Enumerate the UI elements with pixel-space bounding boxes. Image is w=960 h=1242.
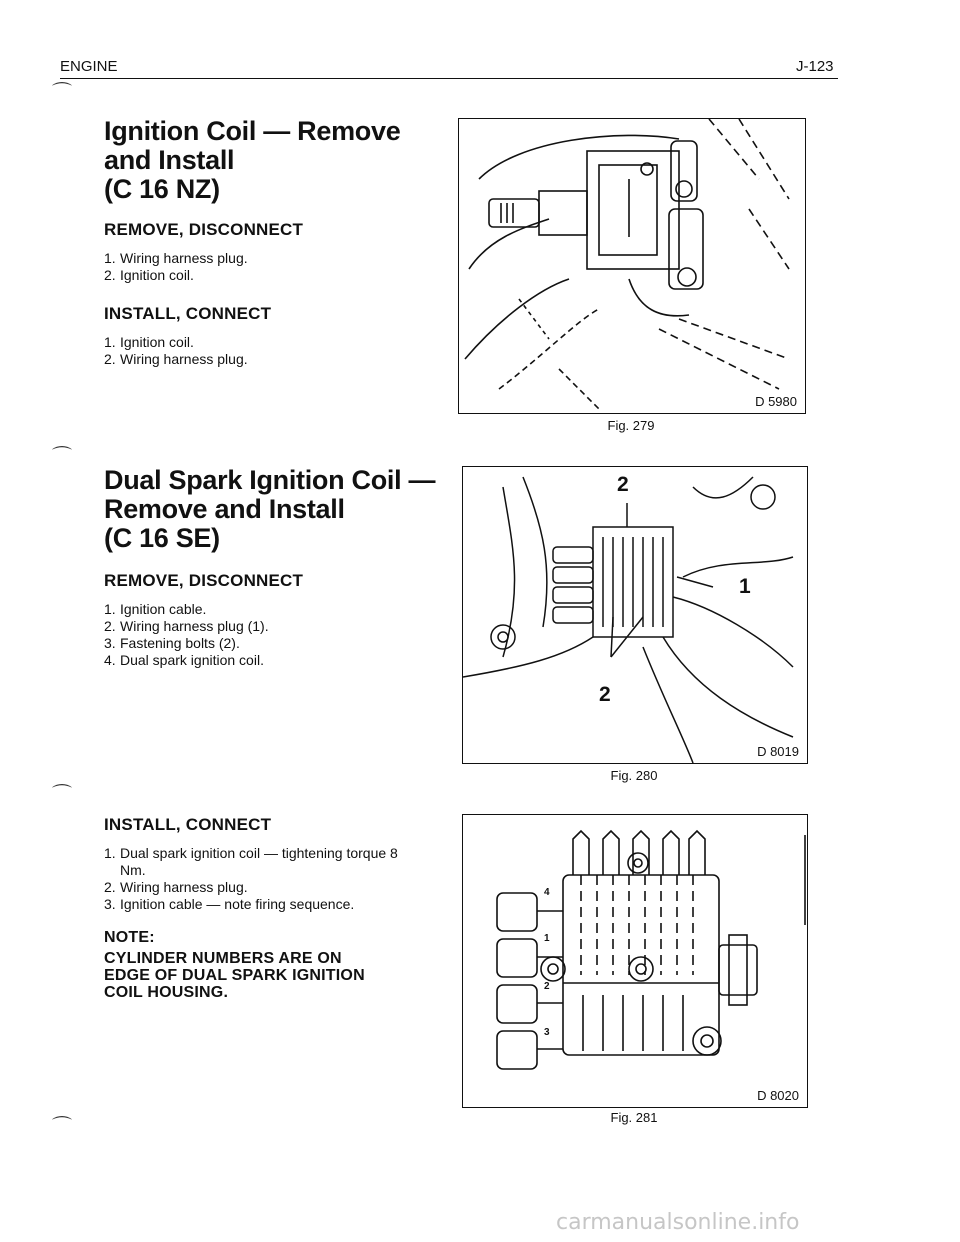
running-header-section: ENGINE [60, 58, 118, 75]
figure-caption: Fig. 279 [607, 418, 655, 433]
figure-code: D 8019 [757, 744, 799, 759]
margin-mark: ⌒ [52, 784, 72, 806]
install-steps [104, 845, 404, 913]
list-item: 2. Wiring harness plug. [104, 351, 248, 367]
section-dual-spark-install [104, 815, 404, 1001]
remove-steps [104, 601, 444, 669]
figure-code: D 8020 [757, 1088, 799, 1103]
list-item: 4. Dual spark ignition coil. [104, 652, 264, 668]
figure-280 [462, 466, 808, 764]
section-dual-spark-coil [104, 466, 444, 669]
section-ignition-coil [104, 117, 444, 368]
margin-mark: ⌒ [52, 446, 72, 468]
header-rule [60, 78, 838, 79]
install-heading: INSTALL, CONNECT [104, 815, 272, 834]
figure-281 [462, 814, 808, 1108]
section-title: Dual Spark Ignition Coil — Remove and Install (C 16 SE) [104, 465, 436, 553]
figure-279 [458, 118, 806, 414]
install-heading: INSTALL, CONNECT [104, 304, 272, 323]
list-item: 2. Wiring harness plug. [104, 879, 248, 895]
figure-code: D 5980 [755, 394, 797, 409]
cylinder-number: 3 [544, 1027, 550, 1038]
list-item: 1. Dual spark ignition coil — tightening torque 8 Nm. [104, 845, 398, 878]
note-text: CYLINDER NUMBERS ARE ON EDGE OF DUAL SPARK IGNITION COIL HOUSING. [104, 950, 365, 1001]
list-item: 1. Ignition coil. [104, 334, 194, 350]
list-item: 1. Ignition cable. [104, 601, 207, 617]
coil-housing-drawing [463, 815, 807, 1107]
list-item: 1. Wiring harness plug. [104, 250, 248, 266]
page-number: J-123 [796, 58, 834, 75]
callout-label: 2 [617, 473, 629, 496]
remove-steps [104, 250, 444, 284]
callout-label: 1 [739, 575, 751, 598]
section-title: Ignition Coil — Remove and Install (C 16 NZ) [104, 116, 401, 204]
callout-label: 2 [599, 683, 611, 706]
margin-mark: ⌒ [52, 82, 72, 104]
note-label: NOTE: [104, 929, 155, 946]
figure-caption: Fig. 281 [610, 1110, 658, 1125]
list-item: 2. Wiring harness plug (1). [104, 618, 269, 634]
figure-caption: Fig. 280 [610, 768, 658, 783]
cylinder-number: 4 [544, 887, 550, 898]
dual-spark-coil-installed-drawing [463, 467, 807, 763]
remove-heading: REMOVE, DISCONNECT [104, 220, 304, 239]
remove-heading: REMOVE, DISCONNECT [104, 571, 304, 590]
ignition-coil-drawing [459, 119, 805, 413]
list-item: 3. Fastening bolts (2). [104, 635, 240, 651]
list-item: 2. Ignition coil. [104, 267, 194, 283]
margin-mark: ⌒ [52, 1116, 72, 1138]
list-item: 3. Ignition cable — note firing sequence. [104, 896, 355, 912]
cylinder-number: 2 [544, 981, 550, 992]
install-steps [104, 334, 444, 368]
watermark: carmanualsonline.info [556, 1210, 800, 1235]
cylinder-number: 1 [544, 933, 550, 944]
